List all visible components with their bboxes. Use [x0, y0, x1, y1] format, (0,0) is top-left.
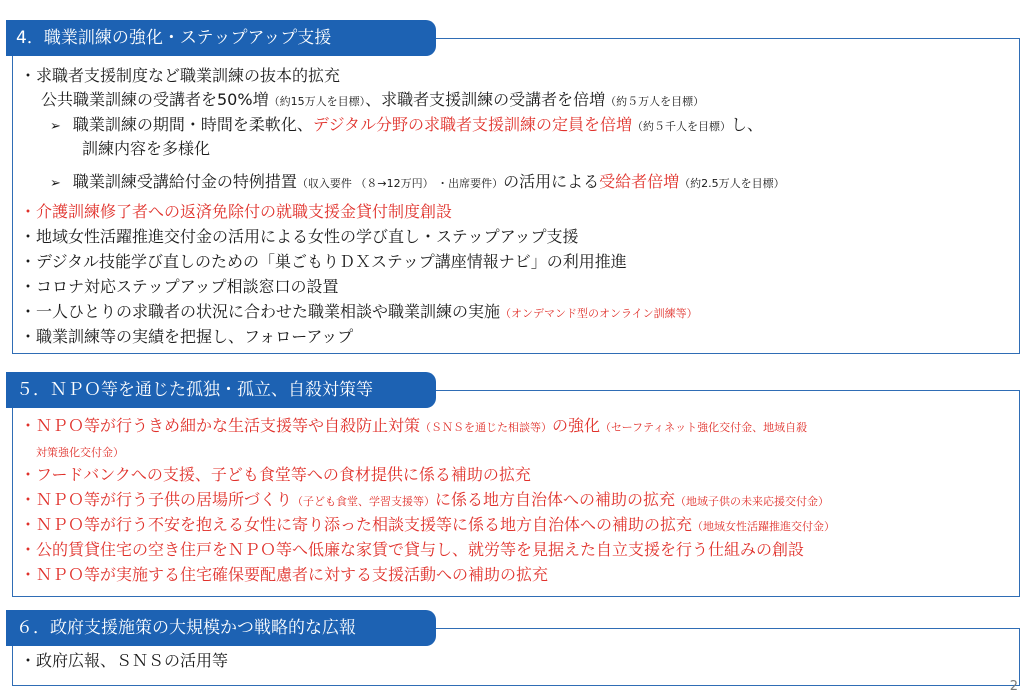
section-4-line-1: ・求職者支援制度など職業訓練の抜本的拡充	[20, 66, 341, 85]
section-5-line-2: 対策強化交付金）	[36, 446, 124, 459]
arrow-bullet-icon: ➢	[50, 176, 61, 191]
section-5-line-3: ・フードバンクへの支援、子ども食堂等への食材提供に係る補助の拡充	[20, 465, 531, 484]
section-4-line-8: ・デジタル技能学び直しのための「巣ごもりＤＸステップ講座情報ナビ」の利用推進	[20, 252, 627, 271]
section-5-line-5: ・ＮＰＯ等が行う不安を抱える女性に寄り添った相談支援等に係る地方自治体への補助の拡充（地域女性活躍推進交付金）	[20, 515, 836, 534]
section-4-line-11: ・職業訓練等の実績を把握し、フォローアップ	[20, 327, 354, 346]
section-6-title: ６．政府支援施策の大規模かつ戦略的な広報	[6, 610, 436, 646]
section-5-line-7: ・ＮＰＯ等が実施する住宅確保要配慮者に対する支援活動への補助の拡充	[20, 565, 549, 584]
section-5-line-4: ・ＮＰＯ等が行う子供の居場所づくり（子ども食堂、学習支援等）に係る地方自治体への補助の拡充（地域子供の未来応援交付金）	[20, 490, 830, 509]
section-4	[6, 20, 1020, 354]
page-number: 2	[1009, 679, 1018, 694]
section-6	[6, 610, 1020, 686]
section-5-line-6: ・公的賃貸住宅の空き住戸をＮＰＯ等へ低廉な家賃で貸与し、就労等を見据えた自立支援を行う仕組みの創設	[20, 540, 805, 559]
arrow-bullet-icon: ➢	[50, 119, 61, 134]
section-4-line-5: ➢ 職業訓練受講給付金の特例措置（収入要件 （８→12万円） ・出席要件）の活用による受給者倍増（約2.5万人を目標）	[50, 172, 785, 191]
section-5	[6, 372, 1020, 597]
section-4-title: 4．職業訓練の強化・ステップアップ支援	[6, 20, 436, 56]
section-5-title: ５．ＮＰＯ等を通じた孤独・孤立、自殺対策等	[6, 372, 436, 408]
section-6-line-1: ・政府広報、ＳＮＳの活用等	[20, 651, 229, 670]
section-4-line-4: 訓練内容を多様化	[82, 139, 211, 158]
section-4-line-2: 公共職業訓練の受講者を50%増（約15万人を目標）、求職者支援訓練の受講者を倍増（約５万人を目標）	[41, 90, 705, 109]
section-4-line-3: ➢ 職業訓練の期間・時間を柔軟化、デジタル分野の求職者支援訓練の定員を倍増（約５千人を目標）し、	[50, 115, 763, 134]
section-4-line-10: ・一人ひとりの求職者の状況に合わせた職業相談や職業訓練の実施（オンデマンド型のオンライン訓練等）	[20, 302, 698, 321]
section-4-line-6: ・介護訓練修了者への返済免除付の就職支援金貸付制度創設	[20, 202, 453, 221]
section-5-line-1: ・ＮＰＯ等が行うきめ細かな生活支援等や自殺防止対策（ＳＮＳを通じた相談等）の強化（セーフティネット強化交付金、地域自殺	[20, 416, 808, 435]
section-4-line-7: ・地域女性活躍推進交付金の活用による女性の学び直し・ステップアップ支援	[20, 227, 579, 246]
section-4-line-9: ・コロナ対応ステップアップ相談窓口の設置	[20, 277, 339, 296]
